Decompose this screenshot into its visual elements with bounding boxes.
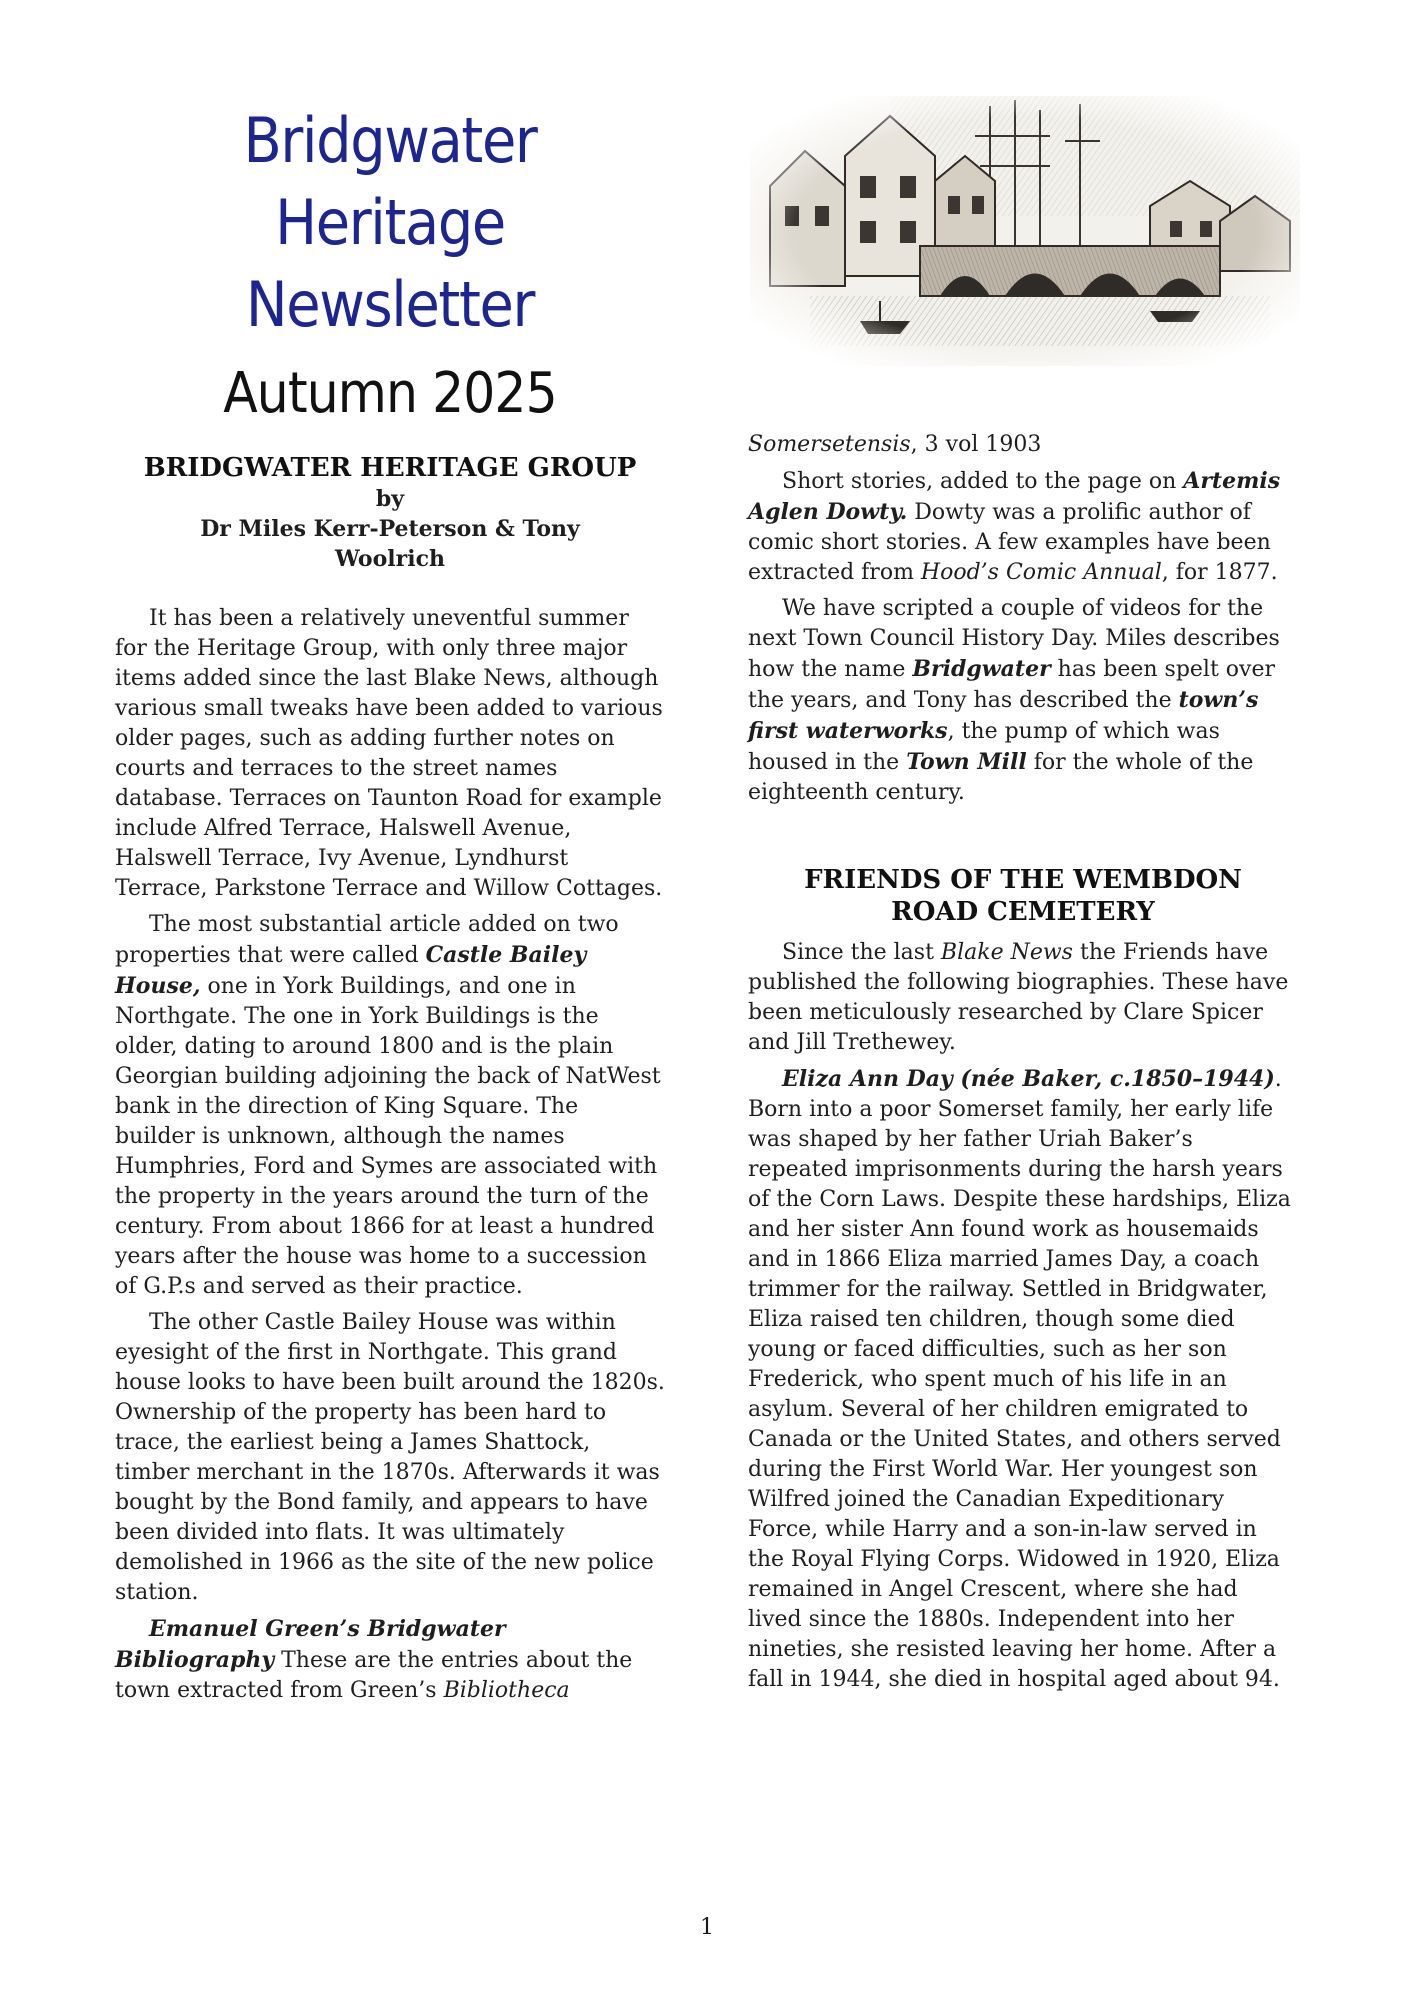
dowty-emphasis: Artemis Aglen Dowty. bbox=[748, 468, 1281, 525]
cemetery-paragraph-1: Since the last Blake News the Friends have published the following biographies. These have been meticulously researched by Clare Spicer and Jill Trethewey. bbox=[748, 940, 1289, 1055]
left-column bbox=[115, 452, 665, 1706]
heritage-paragraph-1: It has been a relatively uneventful summer for the Heritage Group, with only three major items added since the last Blake News, although various small tweaks have been added to various older pages, such as adding further notes on courts and terraces to the street names database. Terraces on Taunton Road for example include Alfred Terrace, Halswell Avenue, Halswell Terrace, Ivy Avenue, Lyndhurst Terrace, Parkstone Terrace and Willow Cottages. bbox=[115, 606, 663, 901]
bibliotheca-title: Bibliotheca bbox=[443, 1678, 570, 1703]
bridge-engraving-image bbox=[750, 96, 1300, 366]
waterworks-emphasis: town’s first waterworks bbox=[748, 687, 1259, 744]
heritage-paragraph-4: Emanuel Green’s Bridgwater Bibliography These are the entries about the town extracted from Green’s Bibliotheca bbox=[115, 1616, 633, 1703]
masthead bbox=[110, 100, 670, 434]
page-number: 1 bbox=[700, 1915, 714, 1940]
newsletter-title-line-2: Newsletter bbox=[245, 268, 535, 341]
right-column bbox=[748, 430, 1298, 1701]
bridgwater-emphasis: Bridgwater bbox=[912, 656, 1051, 682]
byline-authors: Dr Miles Kerr-Peterson & Tony Woolrich bbox=[200, 516, 580, 572]
heritage-paragraph-5: Short stories, added to the page on Artemis Aglen Dowty. Dowty was a prolific author of comic short stories. A few examples have been extracted from Hood’s Comic Annual, for 1877. bbox=[748, 468, 1281, 585]
heritage-paragraph-6: We have scripted a couple of videos for the next Town Council History Day. Miles describes how the name Bridgwater has been spelt over the years, and Tony has described the town’s first waterworks, the pump of which was housed in the Town Mill for the whole of the eighteenth century. bbox=[748, 596, 1280, 805]
cemetery-paragraph-2: Eliza Ann Day (née Baker, c.1850–1944). Born into a poor Somerset family, her early life was shaped by her father Uriah Baker’s repeated imprisonments during the harsh years of the Corn Laws. Despite these hardships, Eliza and her sister Ann found work as housemaids and in 1866 Eliza married James Day, a coach trimmer for the railway. Settled in Bridgwater, Eliza raised ten children, though some died young or faced difficulties, such as her son Frederick, who spent much of his life in an asylum. Several of her children emigrated to Canada or the United States, and others served during the First World War. Her youngest son Wilfred joined the Canadian Expeditionary Force, while Harry and a son-in-law served in the Royal Flying Corps. Widowed in 1920, Eliza remained in Angel Crescent, where she had lived since the 1880s. Independent into her nineties, she resisted leaving her home. After a fall in 1944, she died in hospital aged about 94. bbox=[748, 1066, 1291, 1692]
somersetensis-title: Somersetensis bbox=[748, 432, 911, 457]
town-mill-emphasis: Town Mill bbox=[906, 749, 1027, 775]
heritage-paragraph-2: The most substantial article added on two properties that were called Castle Bailey House, one in York Buildings, and one in Northgate. The one in York Buildings is the older, dating to around 1800 and is the plain Georgian building adjoining the back of NatWest bank in the direction of King Square. The builder is unknown, although the names Humphries, Ford and Symes are associated with the property in the years around the turn of the century. From about 1866 for at least a hundred years after the house was home to a succession of G.P.s and served as their practice. bbox=[115, 912, 661, 1299]
newsletter-season: Autumn 2025 bbox=[223, 361, 557, 426]
blake-news-title: Blake News bbox=[940, 940, 1073, 965]
eliza-ann-day-emphasis: Eliza Ann Day (née Baker, c.1850–1944) bbox=[782, 1066, 1275, 1092]
heritage-group-heading: BRIDGWATER HERITAGE GROUP bbox=[143, 453, 637, 483]
newsletter-title-line-1: Bridgwater Heritage bbox=[243, 104, 537, 259]
green-bibliography-emphasis: Emanuel Green’s Bridgwater Bibliography bbox=[115, 1616, 506, 1673]
castle-bailey-house-emphasis: Castle Bailey House, bbox=[115, 942, 587, 999]
heritage-paragraph-4-continued: Somersetensis, 3 vol 1903 bbox=[748, 432, 1042, 457]
cemetery-heading: FRIENDS OF THE WEMBDON ROAD CEMETERY bbox=[804, 865, 1242, 927]
comic-annual-title: Hood’s Comic Annual bbox=[920, 560, 1162, 585]
byline-by: by bbox=[375, 486, 405, 512]
heritage-paragraph-3: The other Castle Bailey House was within eyesight of the first in Northgate. This grand house looks to have been built around the 1820s. Ownership of the property has been hard to trace, the earliest being a James Shattock, timber merchant in the 1870s. Afterwards it was bought by the Bond family, and appears to have been divided into flats. It was ultimately demolished in 1966 as the site of the new police station. bbox=[115, 1310, 665, 1605]
